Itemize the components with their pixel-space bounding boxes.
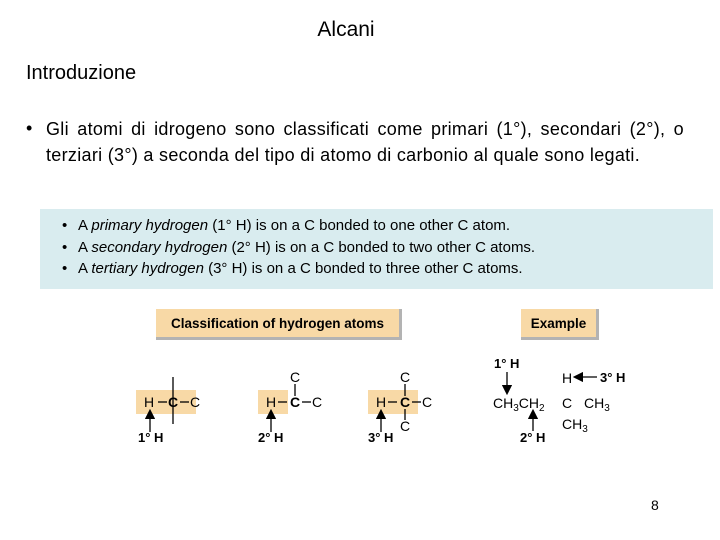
term-tertiary-hydrogen: tertiary hydrogen [91,260,204,277]
carbon-substituent: C [190,394,201,410]
bullet-marker: • [26,118,33,138]
carbon-substituent: C [312,394,323,410]
tertiary-label: 3° H [368,430,394,445]
carbon-substituent: C [400,418,411,434]
article: A [78,217,92,234]
example-bottom-ch3: $CH_3$ [562,416,588,435]
hydrogen-atom: H [266,394,277,410]
bullet-text: Gli atomi di idrogeno sono classificati come primari (1°), secondari (2°), o terziari (3°) a seconda del tipo di atomo di carbonio al quale sono legati. [46,119,684,165]
example-branch-ch3: $CH_3$ [584,395,610,414]
definition-text: (3° H) is on a C bonded to three other C atoms. [203,260,523,277]
bullet-marker: • [62,217,68,234]
definition-text: (2° H) is on a C bonded to two other C atoms. [227,239,536,256]
carbon-substituent: C [290,369,301,385]
example-main-chain: $CH_3CH_2$ [493,395,545,414]
classification-header: Classification of hydrogen atoms [156,309,402,340]
carbon-substituent: C [422,394,433,410]
article: A [78,239,92,256]
example-header: Example [521,309,599,340]
primary-hydrogen-structure [136,377,200,445]
section-subtitle: Introduzione [26,62,137,84]
page-number: 8 [651,497,659,513]
secondary-hydrogen-structure [258,369,322,445]
definition-text: (1° H) is on a C bonded to one other C atom. [208,217,511,234]
hydrogen-atom: H [376,394,387,410]
example-secondary-label: 2° H [520,430,546,445]
article: A [78,260,92,277]
term-primary-hydrogen: primary hydrogen [91,217,209,234]
example-primary-label: 1° H [494,356,520,371]
primary-label: 1° H [138,430,164,445]
hydrogen-atom: H [144,394,155,410]
example-branch-carbon: C [562,395,573,411]
carbon-atom: C [400,394,411,410]
term-secondary-hydrogen: secondary hydrogen [91,239,228,256]
bullet-marker: • [62,260,68,277]
carbon-atom: C [290,394,301,410]
secondary-label: 2° H [258,430,284,445]
carbon-atom: C [168,394,179,410]
example-branch-hydrogen: H [562,370,573,386]
example-molecule [493,356,625,445]
carbon-substituent: C [400,369,411,385]
example-tertiary-label: 3° H [600,370,626,385]
tertiary-hydrogen-structure [368,369,432,445]
page-title: Alcani [317,18,375,41]
bullet-marker: • [62,239,68,256]
